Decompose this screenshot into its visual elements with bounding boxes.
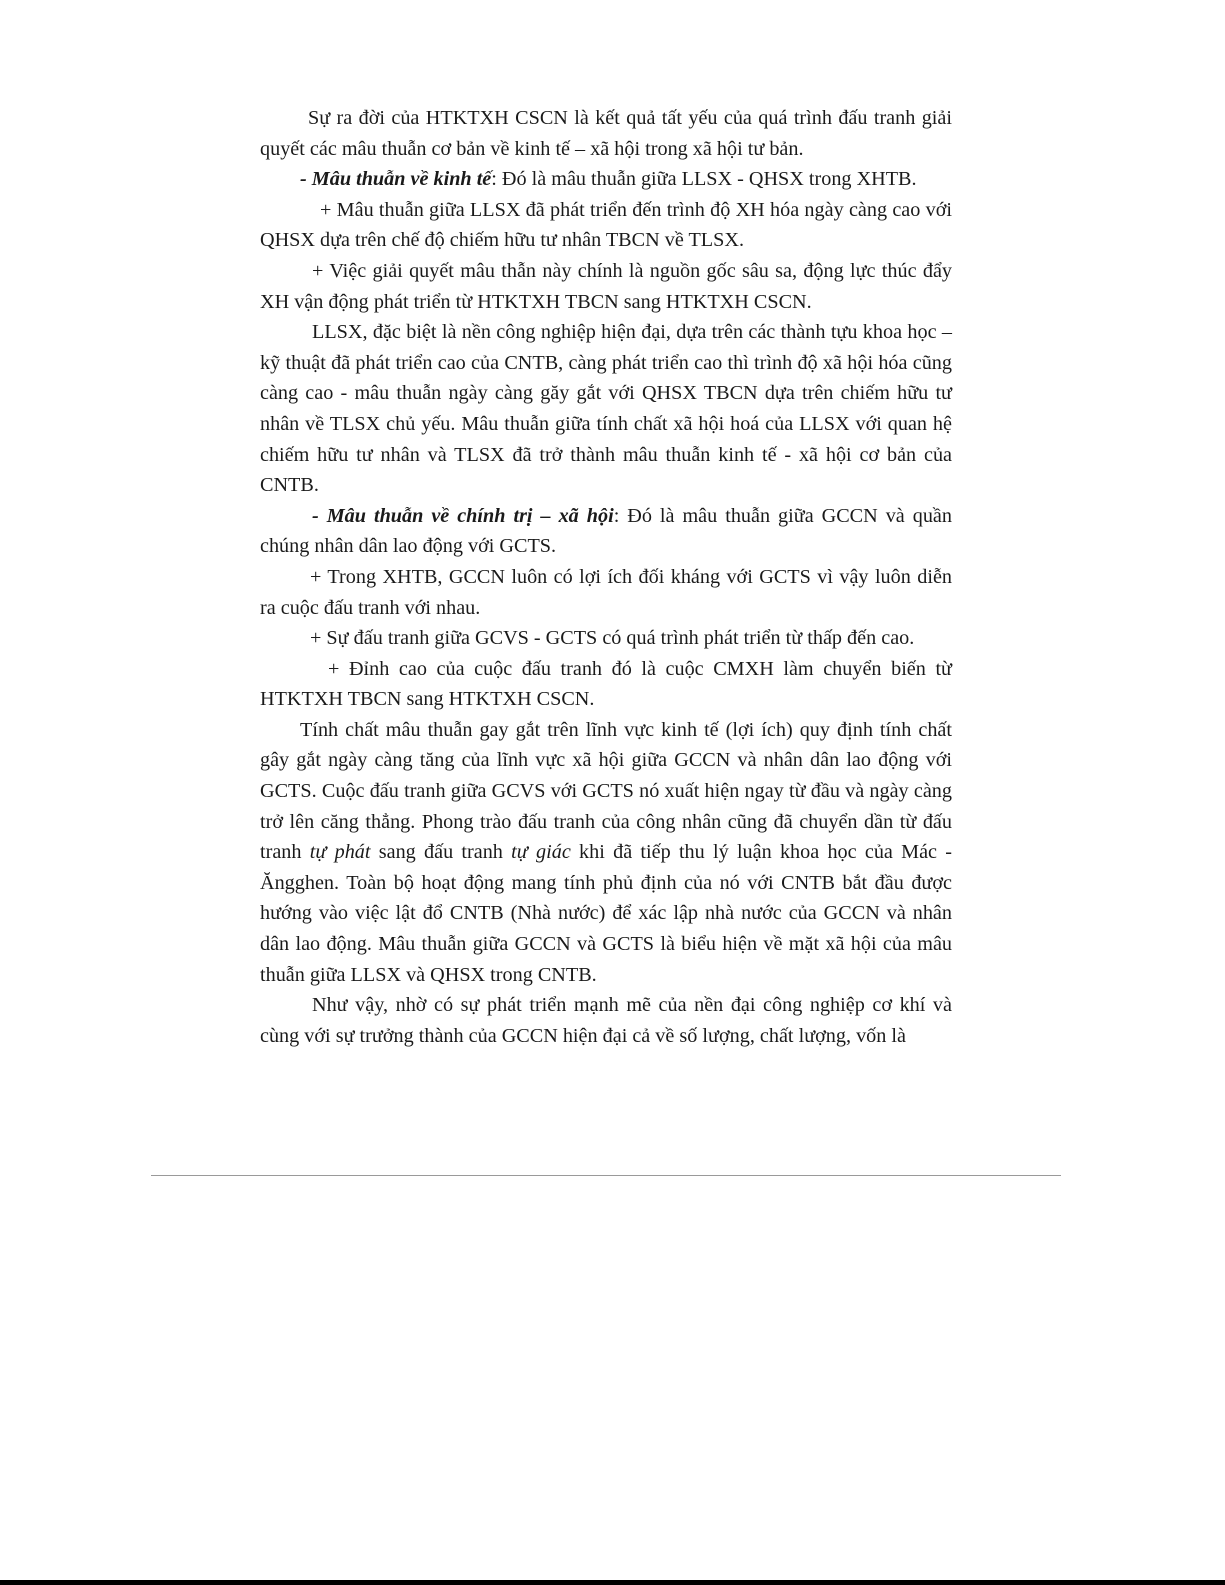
paragraph-text: sang đấu tranh bbox=[370, 841, 512, 864]
paragraph-text: Như vậy, nhờ có sự phát triển mạnh mẽ của nền đại công nghiệp cơ khí và cùng với sự trưởng thành của GCCN hiện đại cả về số lượng, chất lượng, vốn là bbox=[260, 994, 952, 1047]
paragraph-text: + Việc giải quyết mâu thẫn này chính là nguồn gốc sâu sa, động lực thúc đẩy XH vận động phát triển từ HTKTXH TBCN sang HTKTXH CSCN. bbox=[260, 259, 952, 313]
italic-term: tự phát bbox=[309, 841, 371, 864]
paragraph-text: + Sự đấu tranh giữa GCVS - GCTS có quá trình phát triển từ thấp đến cao. bbox=[310, 627, 915, 650]
paragraph-9 bbox=[260, 654, 952, 715]
paragraph-3 bbox=[260, 195, 952, 256]
paragraph-text: + Đỉnh cao của cuộc đấu tranh đó là cuộc CMXH làm chuyển biến từ HTKTXH TBCN sang HTKTXH CSCN. bbox=[260, 657, 952, 711]
document-body bbox=[260, 103, 952, 1051]
paragraph-4 bbox=[260, 256, 952, 317]
paragraph-text: Sự ra đời của HTKTXH CSCN là kết quả tất yếu của quá trình đấu tranh giải quyết các mâu thuẫn cơ bản về kinh tế – xã hội trong xã hội tư bản. bbox=[260, 107, 952, 160]
paragraph-text: Tính chất mâu thuẫn gay gắt trên lĩnh vực kinh tế (lợi ích) quy định tính chất gây gắt ngày càng tăng của lĩnh vực xã hội giữa GCCN và nhân dân lao động với GCTS. Cuộc đấu tranh giữa GCVS với GCTS nó xuất hiện ngay từ đầu và ngày càng trở lên căng thẳng. Phong trào đấu tranh của công nhân cũng đã chuyển dần từ đấu tranh bbox=[260, 718, 952, 864]
footnote-divider bbox=[151, 1175, 1061, 1176]
section-heading-political: - Mâu thuẫn về chính trị – xã hội bbox=[312, 504, 614, 527]
paragraph-text: + Mâu thuẫn giữa LLSX đã phát triển đến trình độ XH hóa ngày càng cao với QHSX dựa trên chế độ chiếm hữu tư nhân TBCN về TLSX. bbox=[260, 198, 952, 252]
paragraph-text: : Đó là mâu thuẫn giữa GCCN và quần chúng nhân dân lao động với GCTS. bbox=[260, 504, 952, 558]
page-bottom-border bbox=[0, 1580, 1225, 1585]
paragraph-text: khi đã tiếp thu lý luận khoa học của Mác - Ăngghen. Toàn bộ hoạt động mang tính phủ định của nó với CNTB bắt đầu được hướng vào việc lật đổ CNTB (Nhà nước) để xác lập nhà nước của GCCN và nhân dân lao động. Mâu thuẫn giữa GCCN và GCTS là biểu hiện về mặt xã hội của mâu thuẫn giữa LLSX và QHSX trong CNTB. bbox=[260, 841, 952, 986]
paragraph-10 bbox=[260, 715, 952, 990]
paragraph-text: + Trong XHTB, GCCN luôn có lợi ích đối kháng với GCTS vì vậy luôn diễn ra cuộc đấu tranh với nhau. bbox=[260, 565, 952, 619]
paragraph-11 bbox=[260, 990, 952, 1051]
paragraph-text: LLSX, đặc biệt là nền công nghiệp hiện đại, dựa trên các thành tựu khoa học – kỹ thuật đã phát triển cao của CNTB, càng phát triển cao thì trình độ xã hội hóa cũng càng cao - mâu thuẫn ngày càng găy gắt với QHSX TBCN dựa trên chiếm hữu tư nhân về TLSX chủ yếu. Mâu thuẫn giữa tính chất xã hội hoá của LLSX với quan hệ chiếm hữu tư nhân và TLSX đã trở thành mâu thuẫn kinh tế - xã hội cơ bản của CNTB. bbox=[260, 321, 952, 497]
paragraph-6 bbox=[260, 501, 952, 562]
paragraph-7 bbox=[260, 562, 952, 623]
italic-term: tự giác bbox=[511, 841, 571, 864]
paragraph-8 bbox=[260, 623, 952, 654]
paragraph-1 bbox=[260, 103, 952, 164]
paragraph-text: : Đó là mâu thuẫn giữa LLSX - QHSX trong XHTB. bbox=[491, 168, 917, 191]
paragraph-5 bbox=[260, 317, 952, 501]
section-heading-economic: - Mâu thuẫn về kinh tế bbox=[300, 168, 492, 191]
paragraph-2 bbox=[260, 164, 952, 195]
